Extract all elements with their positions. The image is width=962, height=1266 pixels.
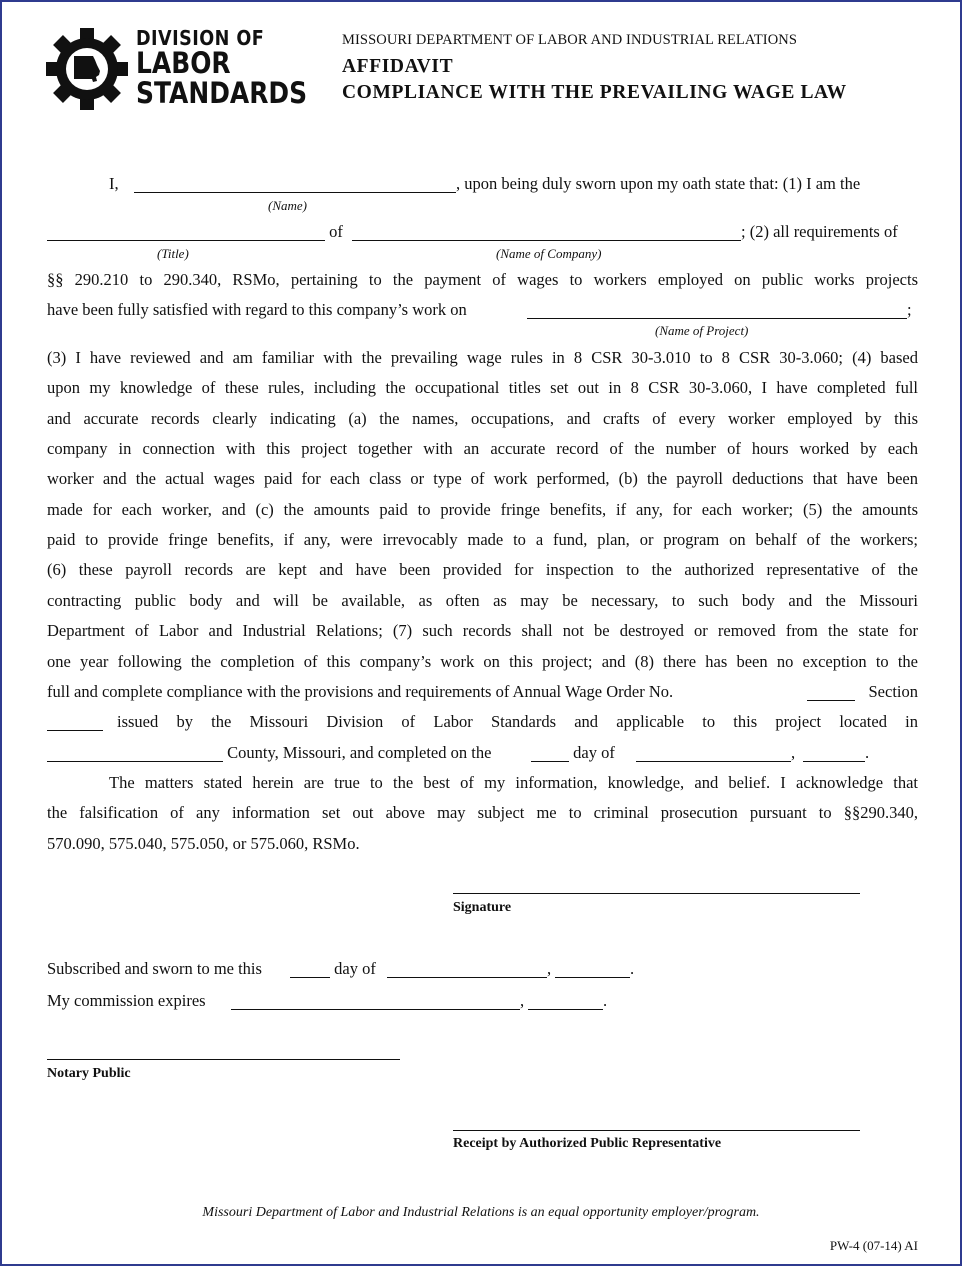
text-i: I, [109,174,119,193]
logo-line-division: DIVISION OF [136,26,265,50]
caption-project: (Name of Project) [655,323,749,338]
body-line: (6) these payroll records are kept and have been provided for inspection to the authorized representative of the [47,560,918,579]
sworn-year-field[interactable] [555,962,630,978]
document-title: AFFIDAVIT [342,56,454,77]
wage-order-number-field[interactable] [807,685,855,701]
body-line: Department of Labor and Industrial Relations; (7) such records shall not be destroyed or removed from the state for [47,621,918,640]
text-requirements: ; (2) all requirements of [741,222,898,241]
notary-signature-line[interactable] [47,1059,400,1060]
body-line: paid to provide fringe benefits, if any, were irrevocably made to a fund, plan, or program on behalf of the workers; [47,530,918,549]
gear-missouri-icon [46,28,128,110]
caption-company: (Name of Company) [496,246,602,261]
text-wage-order: full and complete compliance with the provisions and requirements of Annual Wage Order No. [47,682,678,701]
text-day-of: day of [569,743,619,762]
text-section: Section [864,682,918,701]
section-field[interactable] [47,715,103,731]
text-comma: , [520,991,529,1010]
receipt-label: Receipt by Authorized Public Representative [453,1136,722,1151]
signature-line[interactable] [453,893,860,894]
completion-day-field[interactable] [531,746,569,762]
text-sworn: , upon being duly sworn upon my oath state that: (1) I am the [456,174,861,193]
body-line-3: §§ 290.210 to 290.340, RSMo, pertaining to the payment of wages to workers employed on public works projects [47,270,918,289]
body-line: contracting public body and will be available, as often as may be necessary, to such body and the Missouri [47,591,918,610]
body-line: one year following the completion of this company’s work on this project; and (8) there has been no exception to the [47,652,918,671]
equal-opportunity-note: Missouri Department of Labor and Industrial Relations is an equal opportunity employer/program. [202,1205,760,1220]
name-field[interactable] [134,177,456,193]
commission-year-field[interactable] [528,994,603,1010]
body-line: upon my knowledge of these rules, including the occupational titles set out in 8 CSR 30-3.060, I have completed full [47,378,918,397]
body-line-18 [47,743,918,763]
department-name: MISSOURI DEPARTMENT OF LABOR AND INDUSTRIAL RELATIONS [342,32,798,48]
body-line-4 [47,300,918,320]
document-subtitle: COMPLIANCE WITH THE PREVAILING WAGE LAW [342,82,847,103]
text-period: . [603,991,608,1010]
commission-line [47,991,918,1011]
text-issued: issued by the Missouri Division of Labor Standards and applicable to this project located in [117,712,918,731]
completion-year-field[interactable] [803,746,865,762]
text-commission: My commission expires [47,991,210,1010]
body-line: 570.090, 575.040, 575.050, or 575.060, RSMo. [47,834,360,853]
text-work-on: have been fully satisfied with regard to this company’s work on [47,300,471,319]
text-semicolon: ; [907,300,912,319]
county-field[interactable] [47,746,223,762]
form-id: PW-4 (07-14) AI [829,1238,918,1253]
body-line-1 [47,174,918,194]
text-period: . [865,743,870,762]
division-logo [46,28,318,110]
body-line: and accurate records clearly indicating (a) the names, occupations, and crafts of every worker employed by this [47,409,918,428]
company-name-field[interactable] [352,225,741,241]
sworn-day-field[interactable] [290,962,330,978]
body-line: made for each worker, and (c) the amounts paid to provide fringe benefits, if any, for each worker; (5) the amounts [47,500,918,519]
text-comma: , [547,959,556,978]
caption-name: (Name) [268,198,307,213]
body-line-16 [47,682,918,702]
body-line: (3) I have reviewed and am familiar with the prevailing wage rules in 8 CSR 30-3.010 to 8 CSR 30-3.060; (4) based [47,348,918,367]
notary-label: Notary Public [47,1066,131,1081]
text-day-of: day of [330,959,380,978]
text-period: . [630,959,635,978]
signature-label: Signature [453,900,512,915]
text-comma: , [791,743,800,762]
body-line: The matters stated herein are true to the best of my information, knowledge, and belief. I acknowledge that [109,773,918,792]
receipt-signature-line[interactable] [453,1130,860,1131]
body-line: the falsification of any information set out above may subject me to criminal prosecution pursuant to §§290.340, [47,803,918,822]
text-subscribed: Subscribed and sworn to me this [47,959,267,978]
caption-title: (Title) [157,246,189,261]
title-field[interactable] [47,225,325,241]
body-line-2 [47,222,918,242]
project-name-field[interactable] [527,303,907,319]
sworn-line [47,959,918,979]
text-of: of [325,222,347,241]
logo-line-labor: LABOR [136,46,231,80]
sworn-month-field[interactable] [387,962,547,978]
commission-date-field[interactable] [231,994,520,1010]
body-line: worker and the actual wages paid for each class or type of work performed, (b) the payroll deductions that have been [47,469,918,488]
body-line-17 [47,712,918,732]
body-line: company in connection with this project together with an accurate record of the number of hours worked by each [47,439,918,458]
completion-month-field[interactable] [636,746,791,762]
text-county: County, Missouri, and completed on the [223,743,496,762]
logo-line-standards: STANDARDS [136,76,308,110]
